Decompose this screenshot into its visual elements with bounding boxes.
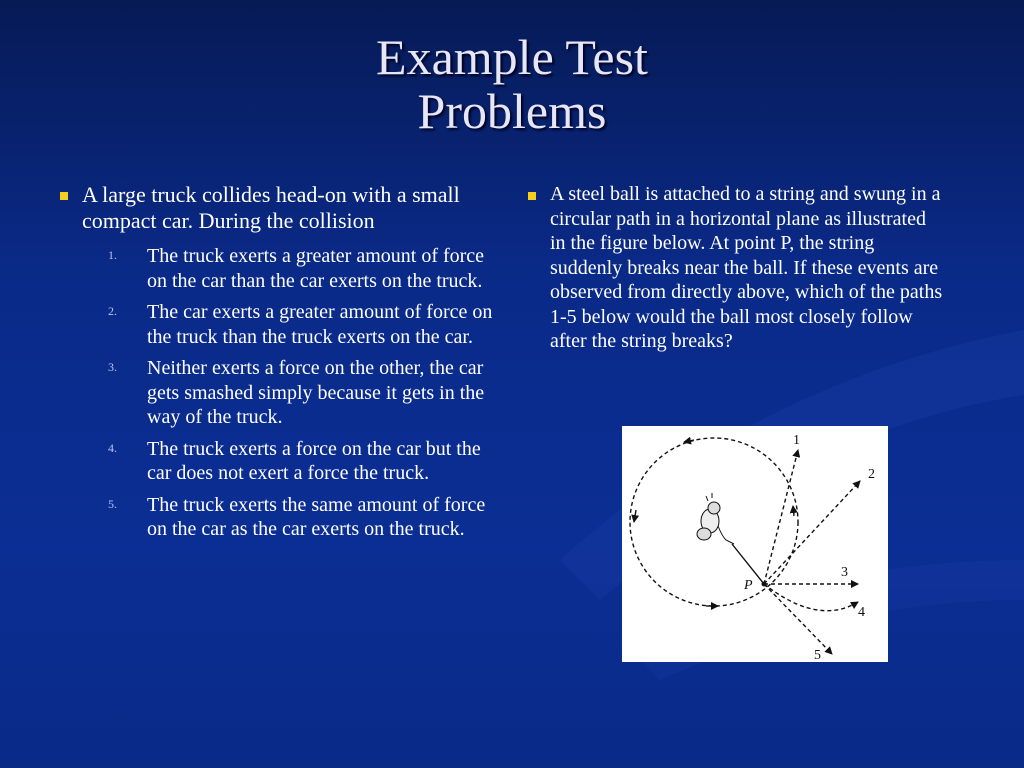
left-bullet (60, 182, 500, 234)
option-number: 1. (108, 248, 117, 262)
bullet-square-icon (60, 192, 68, 200)
circle-arrow-icon (793, 506, 794, 516)
option-number: 2. (108, 304, 117, 318)
left-question: A large truck collides head-on with a small compact car. During the collision (82, 182, 460, 233)
option-text: The truck exerts the same amount of force on the car as the car exerts on the truck. (147, 493, 486, 540)
answer-option (108, 493, 500, 542)
person-swinging-icon (697, 493, 734, 544)
option-text: Neither exerts a force on the other, the car gets smashed simply because it gets in the way of the truck. (147, 357, 485, 428)
title-line-1: Example Test (376, 29, 648, 85)
option-text: The car exerts a greater amount of force on the truck than the truck exerts on the car. (147, 301, 493, 348)
right-column (528, 182, 968, 354)
option-number: 5. (108, 496, 117, 511)
answer-option (108, 437, 500, 486)
path-label-5: 5 (814, 648, 821, 662)
option-text: The truck exerts a force on the car but the car does not exert a force the truck. (147, 437, 481, 484)
answer-option (108, 300, 500, 349)
path-label-2: 2 (868, 467, 875, 482)
answer-options (108, 244, 500, 542)
path-4-arrow (764, 584, 858, 611)
path-1-arrow (764, 450, 798, 584)
path-5-arrow (764, 584, 832, 654)
option-text: The truck exerts a greater amount of force on the car than the car exerts on the truck. (147, 245, 485, 292)
answer-option (108, 356, 500, 430)
point-p-label: P (744, 578, 753, 593)
circle-arrow-icon (684, 440, 694, 442)
circular-motion-figure (622, 426, 888, 662)
path-label-3: 3 (841, 565, 848, 580)
right-question: A steel ball is attached to a string and swung in a circular path in a horizontal plane as illustrated in the figure below. At point P, the string suddenly breaks near the ball. If these events are observed from directly above, which of the paths 1-5 below would the ball most closely follow after the string breaks? (550, 183, 943, 352)
path-label-4: 4 (858, 605, 865, 620)
bullet-square-icon (528, 192, 536, 200)
left-column (60, 182, 500, 549)
circle-arrow-icon (634, 510, 636, 522)
title-line-2: Problems (417, 83, 607, 139)
slide-title (0, 30, 1024, 138)
answer-option (108, 244, 500, 293)
path-label-1: 1 (793, 433, 800, 448)
option-number: 4. (108, 440, 117, 455)
option-number: 3. (108, 360, 117, 374)
right-bullet (528, 182, 968, 354)
